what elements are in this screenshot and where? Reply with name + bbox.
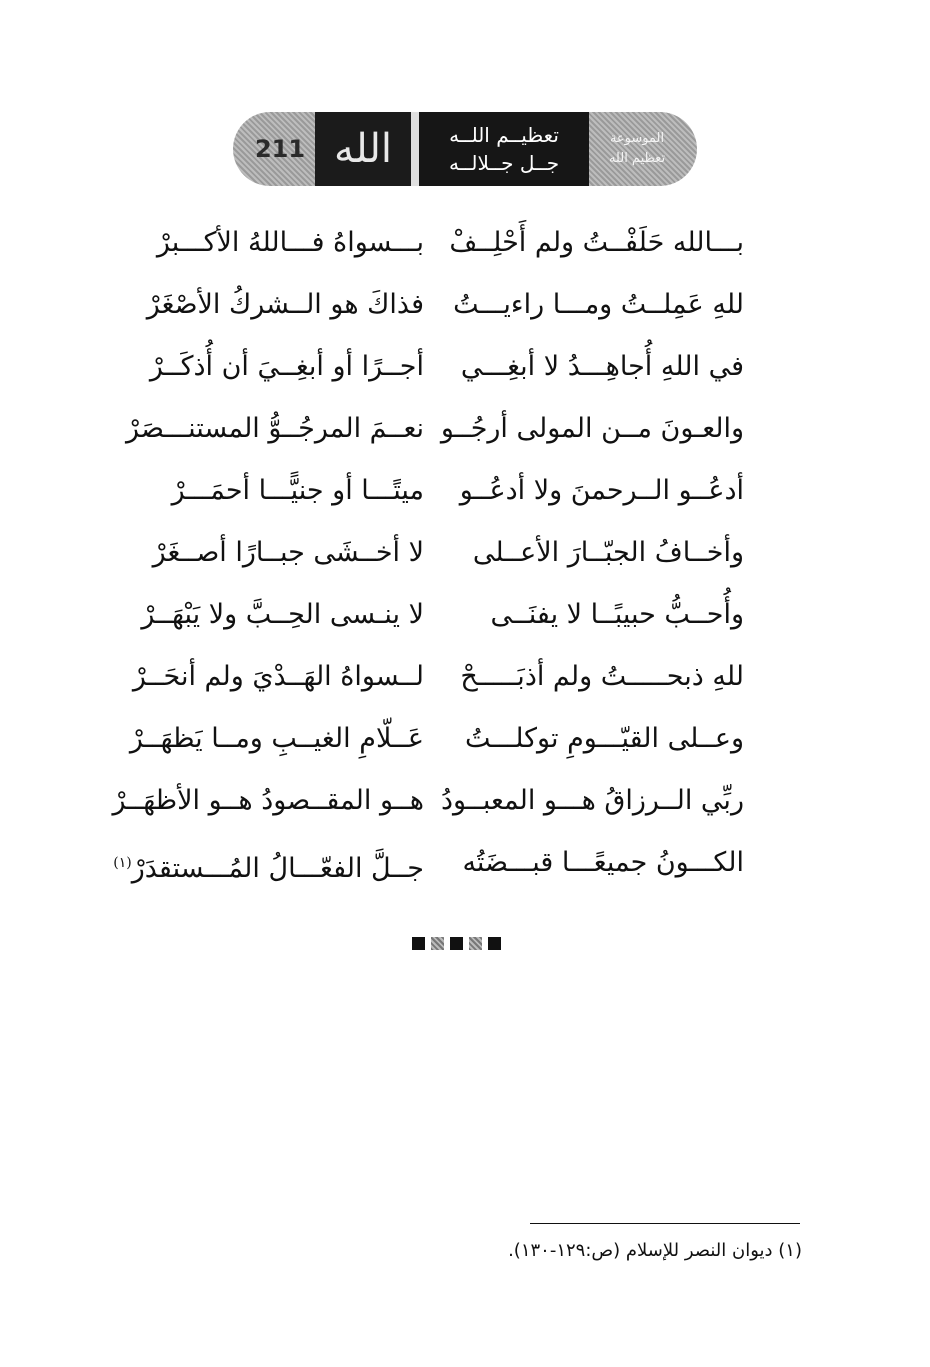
verse-first-hemistich: في اللهِ أُجاهِـــدُ لا أبغِـــي <box>460 351 744 382</box>
verse-second-hemistich: عَــلّامِ الغيــبِ ومــا يَظهَــرْ <box>129 723 424 754</box>
verse-second-hemistich: هــو المقــصودُ هــو الأظهَــرْ <box>112 785 424 816</box>
verse-second-hemistich: فذاكَ هو الــشركُ الأصْغَرْ <box>146 289 424 320</box>
verse-first-hemistich: بـــالله حَلَفْــتُ ولم أَحْلِــفْ <box>449 227 744 258</box>
verse <box>0 646 930 708</box>
verse-first-hemistich: أدعُــو الــرحمنَ ولا أدعُــو <box>459 475 744 506</box>
allah-calligraphy-logo: الله <box>315 112 411 186</box>
hemistich-text: جــلَّ الفعّـــالُ المُـــستقدَرْ <box>131 853 424 884</box>
verse <box>0 770 930 832</box>
verse <box>0 522 930 584</box>
footnote-rule <box>530 1223 800 1224</box>
footnote-marker[interactable]: (١) <box>113 855 132 871</box>
header-divider <box>411 112 419 186</box>
verse-second-hemistich: بـــسواهُ فـــاللهُ الأكـــبرْ <box>156 227 424 258</box>
verse <box>0 398 930 460</box>
page-number: 211 <box>254 135 306 163</box>
separator-square <box>450 937 463 950</box>
verse <box>0 584 930 646</box>
separator-square <box>488 937 501 950</box>
separator-square <box>469 937 482 950</box>
verse-first-hemistich: وأُحــبُّ حبيبًــا لا يفنَــى <box>490 599 744 630</box>
separator-square <box>431 937 444 950</box>
series-title-line1: الموسوعة <box>609 131 665 146</box>
verse <box>0 832 930 894</box>
verse-first-hemistich: للهِ عَمِلــتُ ومـــا راءيـــتُ <box>453 289 744 320</box>
verse-second-hemistich: لا أخــشَى جبــارًا أصــغَرْ <box>152 537 424 568</box>
verse <box>0 708 930 770</box>
poem <box>0 212 930 894</box>
verse-second-hemistich: نعــمَ المرجُــوُّ المستنـــصَرْ <box>126 413 424 444</box>
header-banner <box>233 112 697 186</box>
verse-first-hemistich: للهِ ذبحـــــتُ ولم أذبَـــــحْ <box>460 661 744 692</box>
book-title-line2: جــل جــلالــه <box>448 151 560 175</box>
verse-second-hemistich: أجــرًا أو أبغِــيَ أن أُذكَــرْ <box>149 351 424 382</box>
verse <box>0 460 930 522</box>
verse-first-hemistich: الكـــونُ جميعًـــا قبـــضَتُه <box>462 847 744 878</box>
verse-first-hemistich: والعـونَ مــن المولى أرجُــو <box>440 413 744 444</box>
book-title <box>419 112 589 186</box>
footnote: (١) ديوان النصر للإسلام (ص:١٢٩-١٣٠). <box>508 1240 802 1261</box>
verse <box>0 336 930 398</box>
verse-second-hemistich: ميتًـــا أو جنيًّـــا أحمَـــرْ <box>171 475 424 506</box>
series-title-line2: تعظيم الله <box>608 151 666 166</box>
verse <box>0 212 930 274</box>
verse-second-hemistich: لــسواهُ الهَــدْيَ ولم أنحَــرْ <box>132 661 424 692</box>
separator-square <box>412 937 425 950</box>
book-title-line1: تعظيــم اللــه <box>449 123 559 147</box>
verse-second-hemistich <box>113 832 424 900</box>
verse <box>0 274 930 336</box>
verse-first-hemistich: ربِّي الــرزاقُ هـــو المعبــودُ <box>441 785 744 816</box>
series-title <box>589 112 697 186</box>
verse-first-hemistich: وأخــافُ الجبّــارَ الأعــلى <box>472 537 744 568</box>
section-separator <box>412 937 501 950</box>
verse-second-hemistich: لا ينـسى الحِــبَّ ولا يَبْهَــرْ <box>141 599 424 630</box>
verse-first-hemistich: وعــلى القيّـــومِ توكلـــتُ <box>464 723 744 754</box>
